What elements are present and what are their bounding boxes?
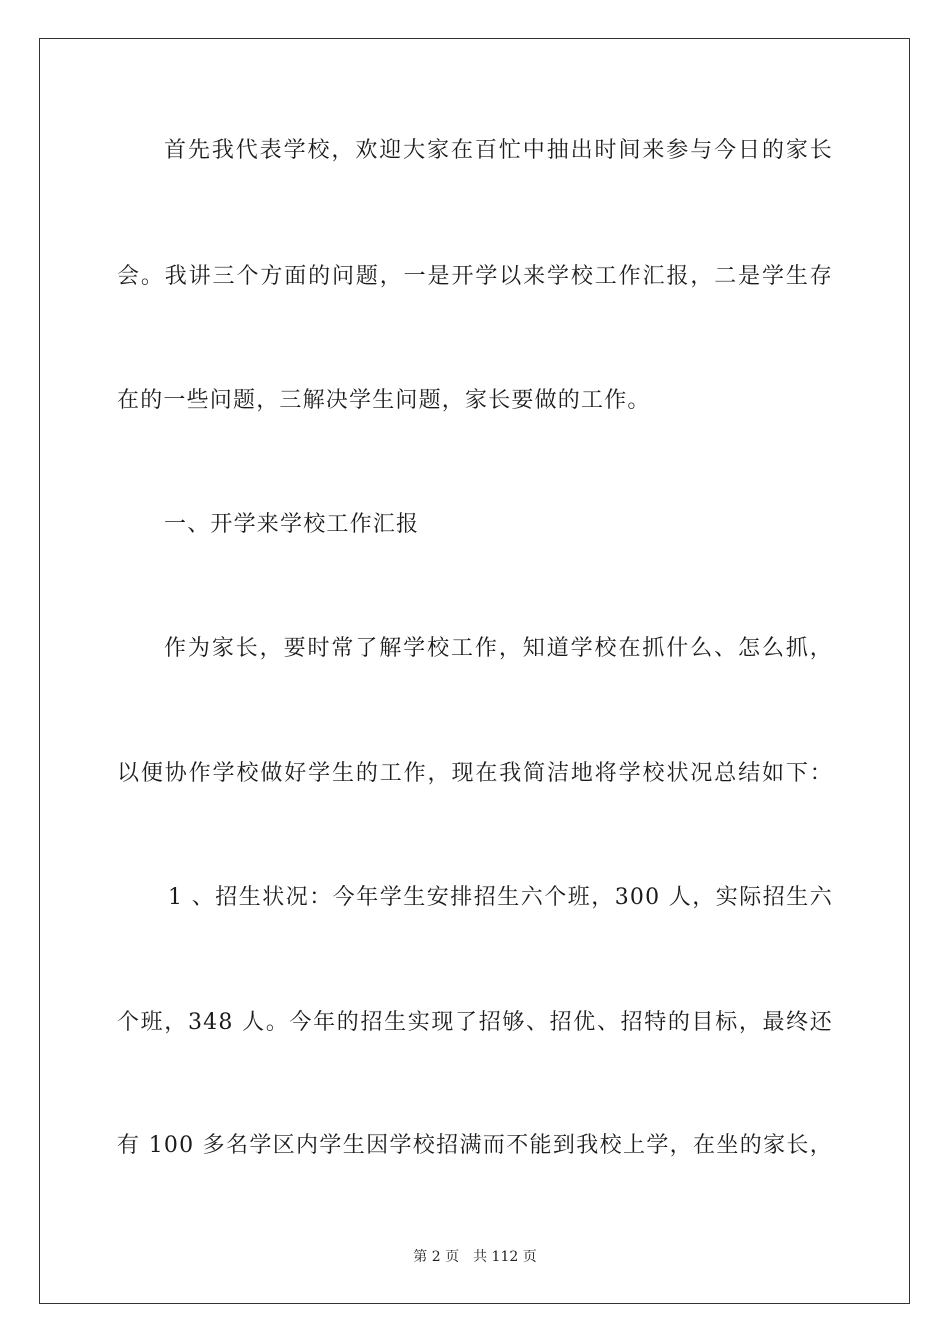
page-number: 第 2 页 <box>413 1249 460 1265</box>
page-footer <box>0 1248 950 1266</box>
paragraph-1-line-2: 会。我讲三个方面的问题，一是开学以来学校工作汇报，二是学生存 <box>117 264 833 289</box>
section-heading: 一、开学来学校工作汇报 <box>164 512 420 537</box>
paragraph-3-line-1: 1 、招生状况：今年学生安排招生六个班，300 人，实际招生六 <box>168 885 833 910</box>
paragraph-3-line-3: 有 100 多名学区内学生因学校招满而不能到我校上学，在坐的家长， <box>117 1133 833 1158</box>
paragraph-2-line-1: 作为家长，要时常了解学校工作，知道学校在抓什么、怎么抓， <box>164 636 833 661</box>
paragraph-2-line-2: 以便协作学校做好学生的工作，现在我简洁地将学校状况总结如下： <box>117 761 833 786</box>
total-pages: 共 112 页 <box>473 1249 537 1265</box>
paragraph-1-line-3: 在的一些问题，三解决学生问题，家长要做的工作。 <box>117 388 651 413</box>
page-border <box>39 38 910 1304</box>
paragraph-3-line-2: 个班，348 人。今年的招生实现了招够、招优、招特的目标，最终还 <box>117 1010 833 1035</box>
paragraph-1-line-1: 首先我代表学校，欢迎大家在百忙中抽出时间来参与今日的家长 <box>164 138 833 163</box>
